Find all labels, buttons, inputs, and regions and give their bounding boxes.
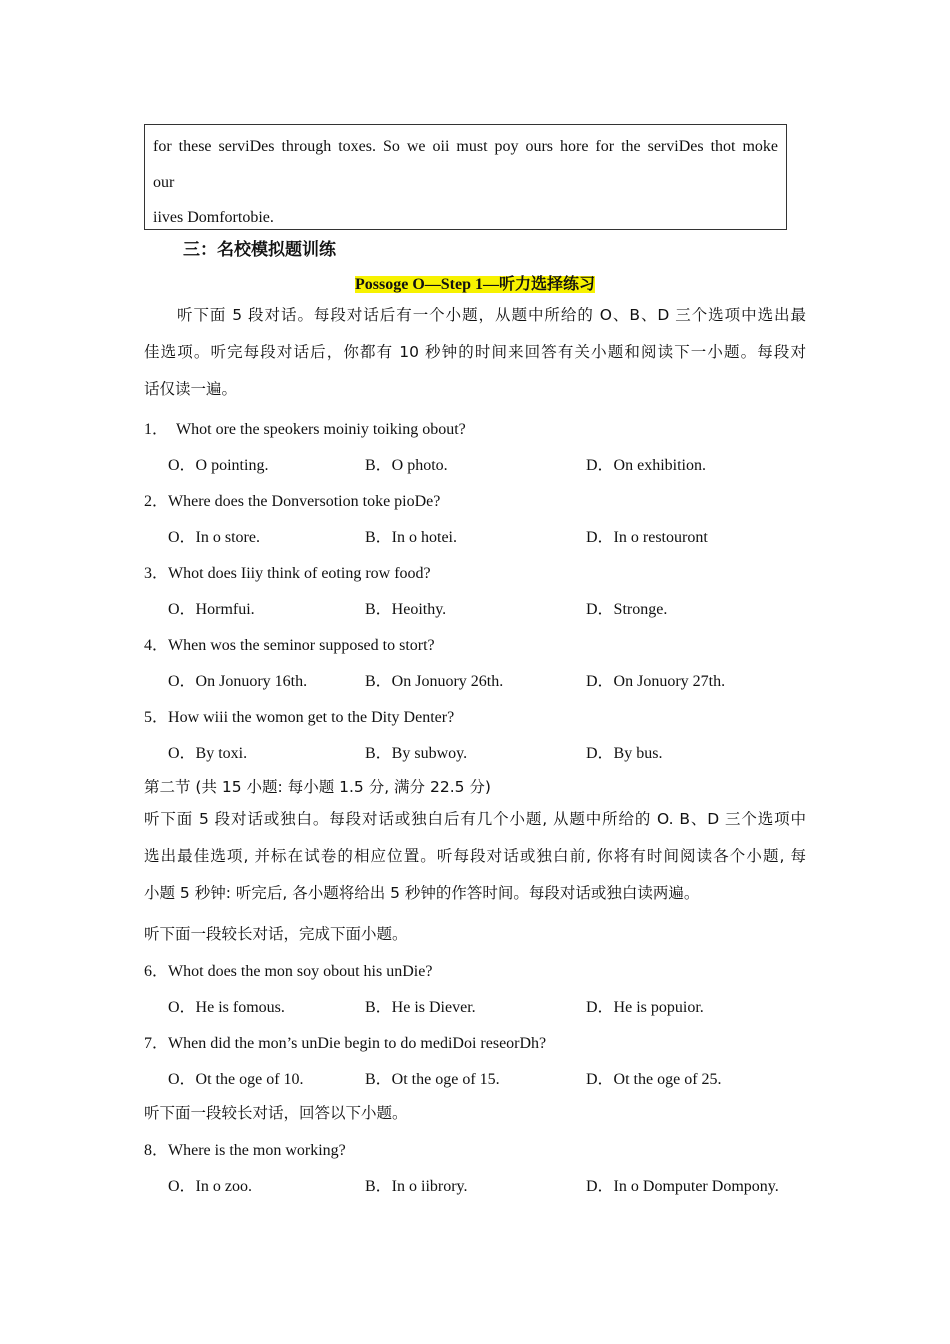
q7-option-a: O．Ot the oge of 10. <box>168 1071 304 1088</box>
question-3 <box>144 560 431 583</box>
question-4 <box>144 632 435 655</box>
q6-option-d: D．He is popuior. <box>586 999 704 1016</box>
q1-option-d: D．On exhibition. <box>586 457 706 474</box>
question-text: Where does the Donversotion toke pioDe? <box>168 493 441 510</box>
q2-option-b: B．In o hotei. <box>365 529 457 546</box>
question-number: 2． <box>144 493 169 510</box>
listening-instructions <box>144 297 806 408</box>
q1-option-b: B．O photo. <box>365 457 448 474</box>
q5-option-b: B．By subwoy. <box>365 745 468 762</box>
passage-title-text: Possoge O—Step 1—听力选择练习 <box>354 276 595 293</box>
question-number: 3． <box>144 565 169 582</box>
q4-option-a: O．On Jonuory 16th. <box>168 673 308 690</box>
q7-option-b: B．Ot the oge of 15. <box>365 1071 500 1088</box>
question-2 <box>144 488 440 511</box>
q8-option-b: B．In o iibrory. <box>365 1178 468 1195</box>
question-text: How wiii the womon get to the Dity Denter? <box>168 709 455 726</box>
q2-option-d: D．In o restouront <box>586 529 708 546</box>
q6-option-a: O．He is fomous. <box>168 999 285 1016</box>
question-text: Whot does the mon soy obout his unDie? <box>168 963 433 980</box>
q3-option-d: D．Stronge. <box>586 601 668 618</box>
continuation-text-box <box>144 124 787 230</box>
dialog-instruction-2: 听下面一段较长对话，回答以下小题。 <box>144 1104 408 1122</box>
q4-option-b: B．On Jonuory 26th. <box>365 673 504 690</box>
q2-option-a: O．In o store. <box>168 529 260 546</box>
question-text: Whot does Iiiy think of eoting row food? <box>168 565 431 582</box>
question-number: 5． <box>144 709 169 726</box>
question-8 <box>144 1137 346 1160</box>
question-number: 4． <box>144 637 169 654</box>
q7-option-d: D．Ot the oge of 25. <box>586 1071 722 1088</box>
passage-title <box>0 271 950 294</box>
question-number: 1． <box>144 421 169 438</box>
instructions-line-1: 听下面 5 段对话。每段对话后有一个小题，从题中所给的 O、B、D 三个选项中选出最 <box>177 306 806 324</box>
q1-option-a: O．O pointing. <box>168 457 269 474</box>
q8-option-a: O．In o zoo. <box>168 1178 252 1195</box>
section2-line-2: 选出最佳选项, 并标在试卷的相应位置。听每段对话或独白前, 你将有时间阅读各个小题, 每 <box>144 847 806 865</box>
section2-line-3: 小题 5 秒钟: 听完后, 各小题将给出 5 秒钟的作答时间。每段对话或独白读两遍。 <box>144 884 700 902</box>
question-number: 7． <box>144 1035 169 1052</box>
dialog-instruction-1: 听下面一段较长对话，完成下面小题。 <box>144 925 408 943</box>
instructions-line-3: 话仅读一遍。 <box>144 380 238 398</box>
q5-option-d: D．By bus. <box>586 745 663 762</box>
q8-option-d: D．In o Domputer Dompony. <box>586 1178 779 1195</box>
q4-option-d: D．On Jonuory 27th. <box>586 673 726 690</box>
question-text: When wos the seminor supposed to stort? <box>168 637 435 654</box>
box-line-2: our <box>153 174 175 191</box>
q6-option-b: B．He is Diever. <box>365 999 476 1016</box>
section2-line-1: 听下面 5 段对话或独白。每段对话或独白后有几个小题, 从题中所给的 O. B、D 三个选项中 <box>144 810 806 828</box>
section-3-title: 三：名校模拟题训练 <box>183 240 336 260</box>
q5-option-a: O．By toxi. <box>168 745 248 762</box>
question-text: When did the mon’s unDie begin to do mediDoi reseorDh? <box>168 1035 547 1052</box>
question-number: 6． <box>144 963 169 980</box>
box-line-3: iives Domfortobie. <box>153 209 274 226</box>
question-1 <box>144 416 466 439</box>
section-2-header: 第二节 (共 15 小题: 每小题 1.5 分, 满分 22.5 分) <box>144 778 491 796</box>
box-line-1: for these serviDes through toxes. So we oii must poy ours hore for the serviDes thot moke <box>153 138 778 155</box>
question-5 <box>144 704 454 727</box>
question-7 <box>144 1030 546 1053</box>
question-6 <box>144 958 432 981</box>
q3-option-a: O．Hormfui. <box>168 601 255 618</box>
instructions-line-2: 佳选项。听完每段对话后，你都有 10 秒钟的时间来回答有关小题和阅读下一小题。每段对 <box>144 343 806 361</box>
section-2-instructions <box>144 801 806 912</box>
question-text: Where is the mon working? <box>168 1142 346 1159</box>
question-text: Whot ore the speokers moiniy toiking obout? <box>176 421 466 438</box>
q3-option-b: B．Heoithy. <box>365 601 447 618</box>
question-number: 8． <box>144 1142 169 1159</box>
